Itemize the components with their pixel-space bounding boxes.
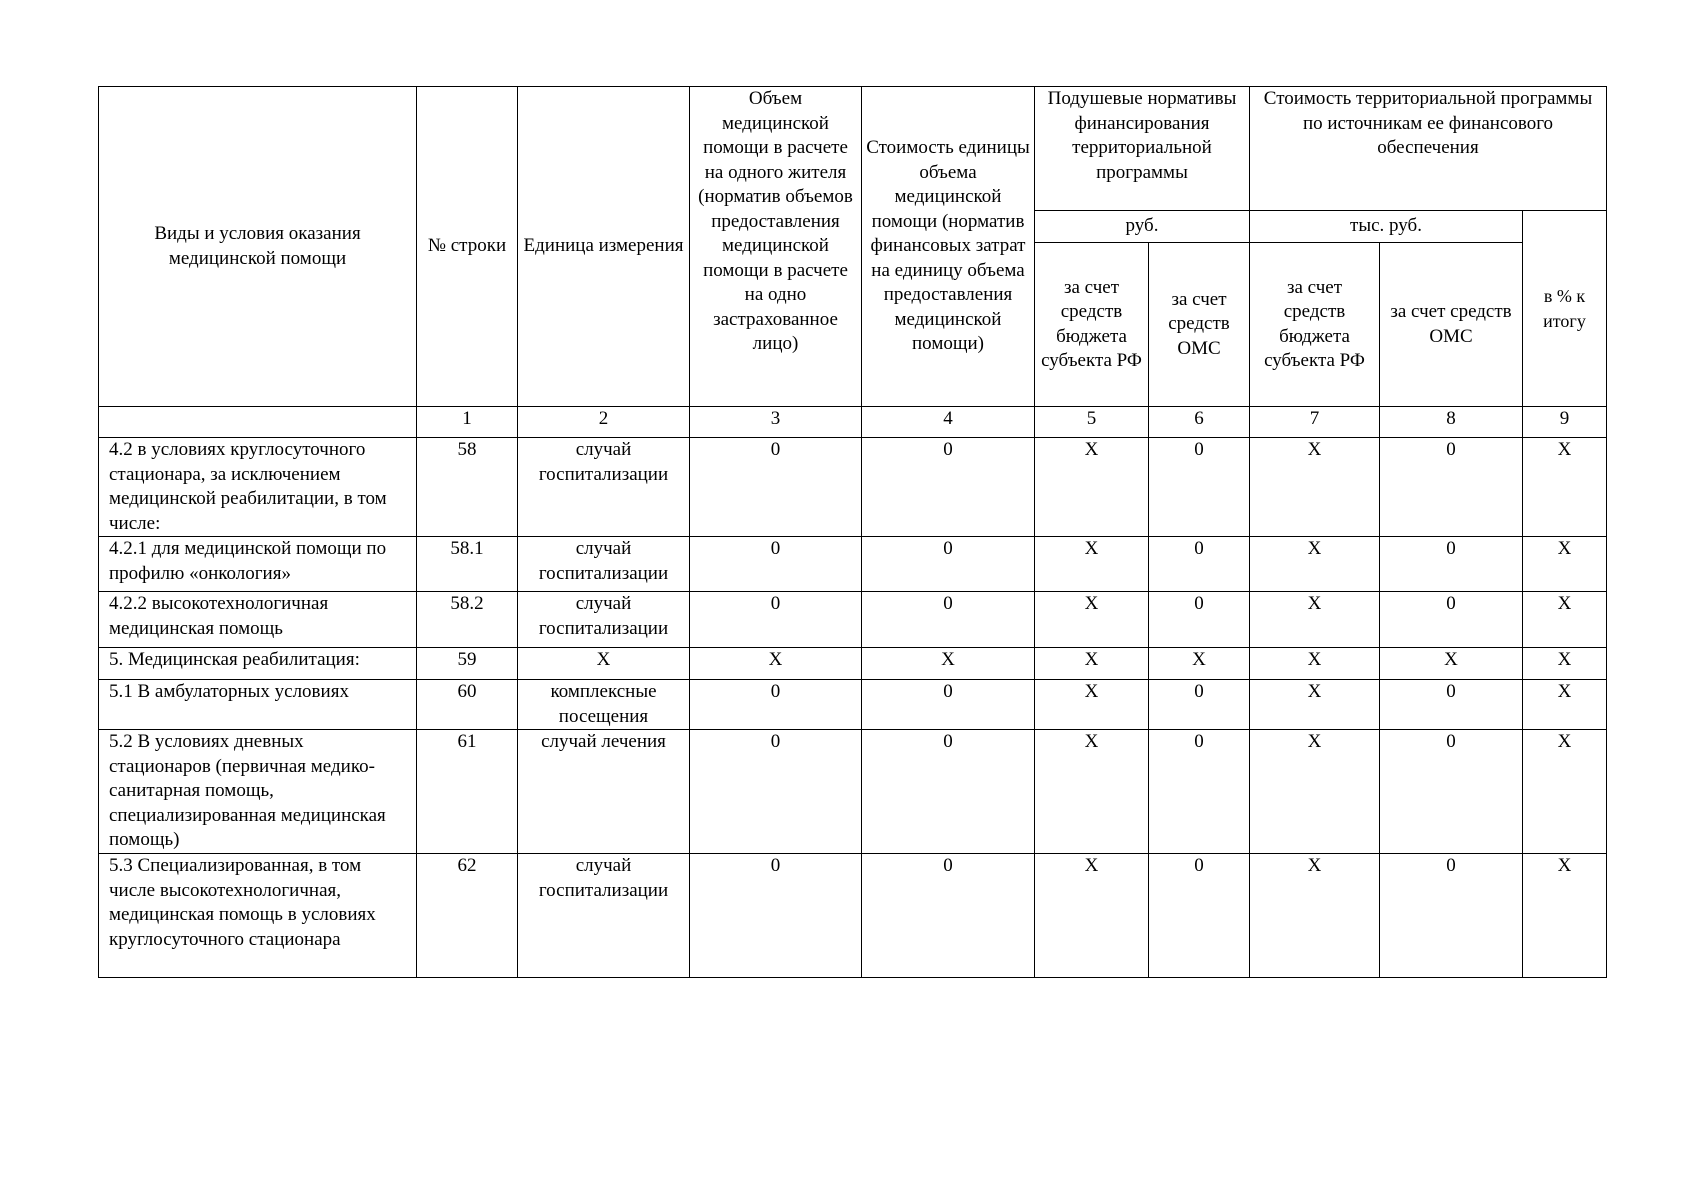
header-oms-thousand: за счет средств ОМС bbox=[1380, 243, 1523, 407]
row-col5: Х bbox=[1035, 680, 1149, 730]
row-col7: Х bbox=[1250, 592, 1380, 648]
row-col7: Х bbox=[1250, 438, 1380, 537]
row-col6: 0 bbox=[1149, 592, 1250, 648]
row-col9: Х bbox=[1523, 438, 1607, 537]
row-col3: 0 bbox=[690, 537, 862, 592]
header-volume: Объем медицинской помощи в расчете на одного жителя (норматив объемов предоставления медицинской помощи в расчете на одно застрахованное лицо) bbox=[690, 87, 862, 407]
row-col5: Х bbox=[1035, 648, 1149, 680]
row-col7: Х bbox=[1250, 730, 1380, 854]
row-name: 5.1 В амбулаторных условиях bbox=[99, 680, 417, 730]
row-col7: Х bbox=[1250, 680, 1380, 730]
header-budget-rf-thousand: за счет средств бюджета субъекта РФ bbox=[1250, 243, 1380, 407]
row-col3: 0 bbox=[690, 854, 862, 978]
row-col4: 0 bbox=[862, 438, 1035, 537]
row-number: 58.2 bbox=[417, 592, 518, 648]
row-col6: 0 bbox=[1149, 438, 1250, 537]
row-name: 5. Медицинская реабилитация: bbox=[99, 648, 417, 680]
row-name: 4.2 в условиях круглосуточного стационара, за исключением медицинской реабилитации, в том числе: bbox=[99, 438, 417, 537]
row-col8: 0 bbox=[1380, 438, 1523, 537]
header-percent-of-total: в % к итогу bbox=[1523, 211, 1607, 407]
row-col3: 0 bbox=[690, 680, 862, 730]
row-col9: Х bbox=[1523, 854, 1607, 978]
row-col3: 0 bbox=[690, 730, 862, 854]
row-number: 58 bbox=[417, 438, 518, 537]
column-number-row bbox=[99, 407, 1607, 438]
header-kinds-of-care: Виды и условия оказания медицинской помощи bbox=[99, 87, 417, 407]
column-number-cell: 2 bbox=[518, 407, 690, 438]
row-number: 60 bbox=[417, 680, 518, 730]
row-col7: Х bbox=[1250, 648, 1380, 680]
header-unit-rub: руб. bbox=[1035, 211, 1250, 243]
row-col4: Х bbox=[862, 648, 1035, 680]
column-number-cell: 3 bbox=[690, 407, 862, 438]
row-unit: случай госпитализации bbox=[518, 854, 690, 978]
header-program-cost: Стоимость территориальной программы по источникам ее финансового обеспечения bbox=[1250, 87, 1607, 211]
row-col6: 0 bbox=[1149, 680, 1250, 730]
row-col3: 0 bbox=[690, 438, 862, 537]
row-col8: 0 bbox=[1380, 680, 1523, 730]
row-unit: случай лечения bbox=[518, 730, 690, 854]
table-row bbox=[99, 592, 1607, 648]
table-row bbox=[99, 648, 1607, 680]
row-col7: Х bbox=[1250, 854, 1380, 978]
row-col5: Х bbox=[1035, 537, 1149, 592]
table-row bbox=[99, 537, 1607, 592]
header-oms-rub: за счет средств ОМС bbox=[1149, 243, 1250, 407]
row-unit: Х bbox=[518, 648, 690, 680]
row-col6: 0 bbox=[1149, 854, 1250, 978]
row-col9: Х bbox=[1523, 680, 1607, 730]
header-unit-thousand-rub-label: тыс. руб. bbox=[1350, 215, 1422, 236]
row-col4: 0 bbox=[862, 537, 1035, 592]
financing-table bbox=[98, 86, 1607, 978]
header-unit: Единица измерения bbox=[518, 87, 690, 407]
row-unit: случай госпитализации bbox=[518, 537, 690, 592]
row-name: 4.2.2 высокотехнологичная медицинская помощь bbox=[99, 592, 417, 648]
table-row bbox=[99, 438, 1607, 537]
table-row bbox=[99, 680, 1607, 730]
row-unit: комплексные посещения bbox=[518, 680, 690, 730]
header-unit-cost: Стоимость единицы объема медицинской помощи (норматив финансовых затрат на единицу объема предоставления медицинской помощи) bbox=[862, 87, 1035, 407]
row-unit: случай госпитализации bbox=[518, 438, 690, 537]
row-name: 5.2 В условиях дневных стационаров (первичная медико-санитарная помощь, специализированная медицинская помощь) bbox=[99, 730, 417, 854]
table-row bbox=[99, 730, 1607, 854]
column-number-cell: 1 bbox=[417, 407, 518, 438]
row-col3: Х bbox=[690, 648, 862, 680]
row-number: 62 bbox=[417, 854, 518, 978]
table-row bbox=[99, 854, 1607, 978]
header-unit-thousand-rub bbox=[1250, 211, 1523, 243]
row-col5: Х bbox=[1035, 854, 1149, 978]
row-col3: 0 bbox=[690, 592, 862, 648]
row-col4: 0 bbox=[862, 680, 1035, 730]
row-col4: 0 bbox=[862, 730, 1035, 854]
row-name: 4.2.1 для медицинской помощи по профилю «онкология» bbox=[99, 537, 417, 592]
row-name: 5.3 Специализированная, в том числе высокотехнологичная, медицинская помощь в условиях круглосуточного стационара bbox=[99, 854, 417, 978]
column-number-cell bbox=[99, 407, 417, 438]
row-col8: 0 bbox=[1380, 592, 1523, 648]
column-number-cell: 4 bbox=[862, 407, 1035, 438]
column-number-cell: 5 bbox=[1035, 407, 1149, 438]
row-col6: 0 bbox=[1149, 730, 1250, 854]
row-col9: Х bbox=[1523, 648, 1607, 680]
row-unit: случай госпитализации bbox=[518, 592, 690, 648]
row-col8: 0 bbox=[1380, 854, 1523, 978]
row-number: 58.1 bbox=[417, 537, 518, 592]
column-number-cell: 9 bbox=[1523, 407, 1607, 438]
header-budget-rf-rub: за счет средств бюджета субъекта РФ bbox=[1035, 243, 1149, 407]
row-col9: Х bbox=[1523, 537, 1607, 592]
row-col9: Х bbox=[1523, 730, 1607, 854]
row-col7: Х bbox=[1250, 537, 1380, 592]
row-col8: 0 bbox=[1380, 730, 1523, 854]
row-number: 61 bbox=[417, 730, 518, 854]
row-number: 59 bbox=[417, 648, 518, 680]
row-col5: Х bbox=[1035, 730, 1149, 854]
row-col4: 0 bbox=[862, 854, 1035, 978]
row-col5: Х bbox=[1035, 438, 1149, 537]
column-number-cell: 6 bbox=[1149, 407, 1250, 438]
row-col6: Х bbox=[1149, 648, 1250, 680]
row-col6: 0 bbox=[1149, 537, 1250, 592]
header-per-capita-norms: Подушевые нормативы финансирования территориальной программы bbox=[1035, 87, 1250, 211]
row-col9: Х bbox=[1523, 592, 1607, 648]
column-number-cell: 7 bbox=[1250, 407, 1380, 438]
row-col8: Х bbox=[1380, 648, 1523, 680]
row-col8: 0 bbox=[1380, 537, 1523, 592]
header-row-number: № строки bbox=[417, 87, 518, 407]
row-col4: 0 bbox=[862, 592, 1035, 648]
column-number-cell: 8 bbox=[1380, 407, 1523, 438]
row-col5: Х bbox=[1035, 592, 1149, 648]
